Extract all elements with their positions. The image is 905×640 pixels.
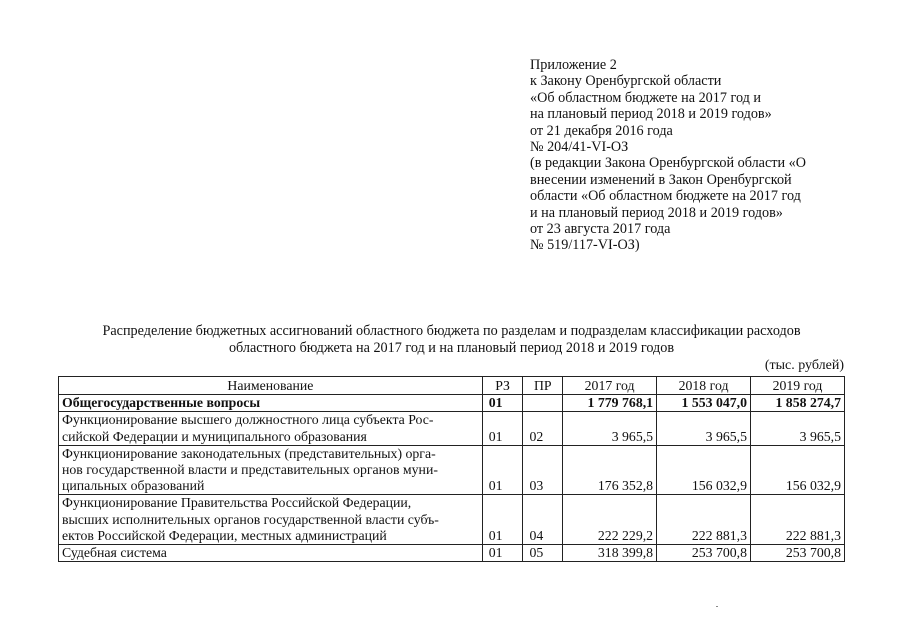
row-2018: 1 553 047,0 [657, 395, 751, 412]
row-2019: 222 881,3 [751, 495, 845, 545]
row-name [59, 495, 483, 545]
row-name-line: нов государственной власти и представительных органов муни- [62, 462, 438, 478]
row-2017: 1 779 768,1 [563, 395, 657, 412]
appendix-line: № 204/41-VI-ОЗ [530, 139, 629, 156]
header-pr: ПР [523, 377, 563, 395]
row-2018: 222 881,3 [657, 495, 751, 545]
row-name [59, 545, 483, 562]
scan-speck [716, 606, 718, 607]
row-name-line: ектов Российской Федерации, местных администраций [62, 527, 387, 543]
row-rz: 01 [482, 412, 523, 445]
row-name [59, 445, 483, 495]
appendix-line: внесении изменений в Закон Оренбургской [530, 171, 792, 188]
header-rz: РЗ [482, 377, 523, 395]
header-name: Наименование [59, 377, 483, 395]
row-rz: 01 [482, 395, 523, 412]
row-2019: 1 858 274,7 [751, 395, 845, 412]
appendix-line: от 23 августа 2017 года [530, 221, 671, 238]
table-header-row [59, 377, 845, 395]
appendix-line: на плановый период 2018 и 2019 годов» [530, 106, 772, 123]
row-rz: 01 [482, 445, 523, 495]
table-row [59, 395, 845, 412]
document-title [58, 323, 845, 357]
row-rz: 01 [482, 545, 523, 562]
row-pr: 05 [523, 545, 563, 562]
header-2019: 2019 год [751, 377, 845, 395]
row-name-line: Функционирование высшего должностного лица субъекта Рос- [62, 412, 434, 428]
table-row [59, 495, 845, 545]
table-row [59, 412, 845, 445]
header-2018: 2018 год [657, 377, 751, 395]
title-line-1: Распределение бюджетных ассигнований областного бюджета по разделам и подразделам классификации расходов [102, 323, 801, 339]
row-2018: 3 965,5 [657, 412, 751, 445]
row-name [59, 412, 483, 445]
appendix-line: «Об областном бюджете на 2017 год и [530, 89, 762, 106]
appendix-line: Приложение 2 [530, 57, 617, 73]
row-name-line: Функционирование законодательных (представительных) орга- [62, 445, 436, 461]
row-2019: 3 965,5 [751, 412, 845, 445]
row-name-line: Общегосударственные вопросы [62, 395, 261, 411]
row-2017: 222 229,2 [563, 495, 657, 545]
row-2017: 318 399,8 [563, 545, 657, 562]
row-2018: 156 032,9 [657, 445, 751, 495]
appendix-line: и на плановый период 2018 и 2019 годов» [530, 204, 783, 221]
header-2017: 2017 год [563, 377, 657, 395]
row-pr: 02 [523, 412, 563, 445]
appendix-line: области «Об областном бюджете на 2017 год [530, 188, 801, 205]
row-pr [523, 395, 563, 412]
row-name-line: Функционирование Правительства Российской Федерации, [62, 495, 412, 511]
appendix-line: (в редакции Закона Оренбургской области «О [530, 155, 806, 172]
units-label: (тыс. рублей) [764, 358, 844, 373]
appendix-line: к Закону Оренбургской области [530, 73, 722, 90]
row-name-line: ципальных образований [62, 478, 205, 494]
row-name-line: высших исполнительных органов государственной власти субъ- [62, 511, 439, 527]
row-pr: 03 [523, 445, 563, 495]
table-row [59, 545, 845, 562]
row-2018: 253 700,8 [657, 545, 751, 562]
row-name [59, 395, 483, 412]
row-name-line: сийской Федерации и муниципального образования [62, 428, 367, 444]
appendix-block [530, 57, 850, 254]
row-2019: 253 700,8 [751, 545, 845, 562]
row-2017: 176 352,8 [563, 445, 657, 495]
appendix-line: от 21 декабря 2016 года [530, 122, 673, 139]
row-2017: 3 965,5 [563, 412, 657, 445]
table-row [59, 445, 845, 495]
row-name-line: Судебная система [62, 545, 167, 561]
row-pr: 04 [523, 495, 563, 545]
row-2019: 156 032,9 [751, 445, 845, 495]
table-body [59, 395, 845, 562]
row-rz: 01 [482, 495, 523, 545]
budget-table [58, 376, 845, 562]
title-line-2: областного бюджета на 2017 год и на плановый период 2018 и 2019 годов [228, 340, 675, 356]
appendix-line: № 519/117-VI-ОЗ) [530, 237, 640, 254]
